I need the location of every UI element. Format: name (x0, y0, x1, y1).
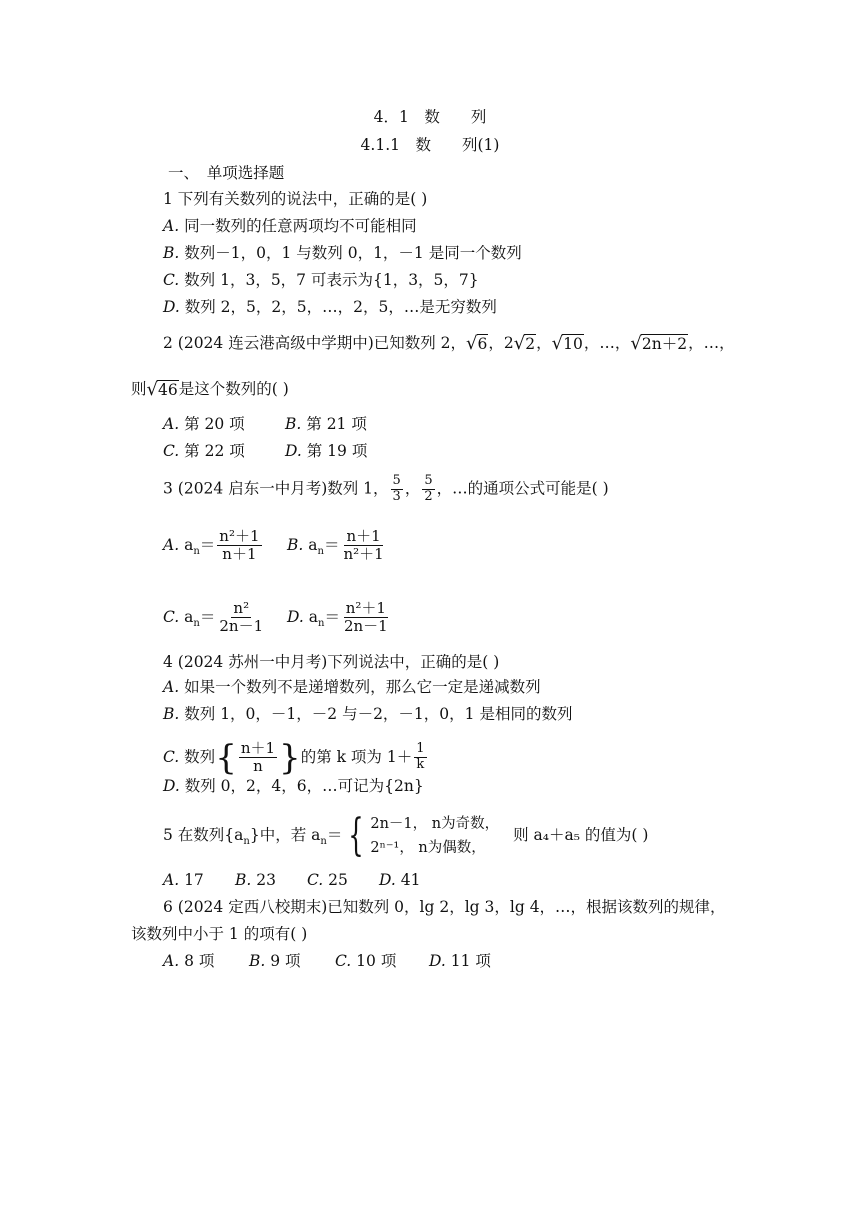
question-3-option-b: B. $a_n=$ $\frac{n+1}{\text{n²＋1}}$ (287, 527, 384, 564)
question-6-option-a: A. 8 项 (163, 952, 215, 970)
question-1-option-c (163, 269, 479, 291)
question-1-option-b (163, 242, 522, 264)
question-2-option-c: C. 第 22 项 (163, 442, 245, 460)
question-2-stem (163, 332, 735, 354)
question-3-option-c: C. $a_n=$ $\frac{\text{n²}}{2n-1}$ (163, 599, 264, 636)
question-2-options-row2 (163, 440, 367, 462)
stem-text: 2 (2024 连云港高级中学期中)已知数列 2， (163, 334, 467, 352)
question-6-stem-line2: 该数列中小于 1 的项有( ) (131, 925, 308, 943)
option-text: 数列 2，5，2，5，…，2，5，…是无穷数列 (184, 298, 497, 316)
question-5-option-b: B. 23 (235, 871, 276, 889)
question-5-options (163, 869, 420, 891)
option-text: 同一数列的任意两项均不可能相同 (184, 217, 417, 235)
sqrt-6: √ 6 (466, 333, 488, 354)
stem-text: ，…的通项公式可能是( ) (436, 479, 609, 498)
question-2-option-b: B. 第 21 项 (285, 415, 367, 433)
question-6-option-c: C. 10 项 (335, 952, 397, 970)
fraction-5-3: $\frac{5}{3}$ (392, 473, 401, 504)
question-5-option-d: D. 41 (379, 871, 421, 889)
stem-text: ，…， (583, 334, 631, 352)
question-4-stem: 4 (2024 苏州一中月考)下列说法中，正确的是( ) (163, 653, 500, 671)
question-4-option-d: D. 数列 0，2，4，6，…可记为{2n} (163, 777, 424, 795)
question-4-option-a: A. 如果一个数列不是递增数列，那么它一定是递减数列 (163, 678, 541, 696)
question-1-stem: 1 下列有关数列的说法中，正确的是( ) (163, 190, 428, 208)
question-6-stem: 6 (2024 定西八校期末)已知数列 0，lg 2，lg 3，lg 4，…，根据该数列的规律， (163, 898, 726, 916)
question-3-options-row2 (163, 600, 392, 636)
sqrt-10: √ 10 (551, 333, 583, 354)
question-3-stem: 3 (2024 启东一中月考)数列 1， $\frac{5}{3}$ ， $\frac{5}{2}$ ，…的通项公式可能是( ) (163, 473, 609, 504)
question-3-option-a: A. $a_n=$ $\frac{\text{n²＋1}}{n+1}$ (163, 527, 260, 564)
stem-text: 3 (2024 启东一中月考)数列 1， (163, 479, 389, 498)
stem-text: ， (536, 334, 552, 352)
section-heading: 一、 单项选择题 (168, 164, 285, 182)
question-1-option-d (163, 296, 497, 318)
option-letter: B. (163, 244, 180, 262)
question-5-option-c: C. 25 (307, 871, 348, 889)
piecewise-definition: { 2n－1， n为奇数， 2ⁿ⁻¹， n为偶数， (348, 810, 500, 861)
option-text: 数列 1，3，5，7 可表示为{1，3，5，7} (184, 271, 479, 289)
question-2-stem-line2 (131, 378, 289, 400)
option-letter: A. (163, 217, 180, 235)
page-subtitle: 4.1.1 数 列(1) (360, 136, 500, 154)
page-title: 4．1 数 列 (373, 108, 487, 126)
sqrt-2: √ 2 (513, 333, 536, 354)
question-3-option-d: D. $a_n=$ $\frac{\text{n²＋1}}{2n-1}$ (287, 599, 388, 636)
fraction-5-2: $\frac{5}{2}$ (424, 473, 433, 504)
stem-text: 则 (131, 380, 147, 398)
question-1-option-a (163, 215, 417, 237)
sqrt-46: √ 46 (146, 379, 178, 400)
question-6-options (163, 950, 491, 972)
stem-text: 是这个数列的( ) (178, 380, 289, 398)
sequence-braces: { $\frac{n+1}{n}$ } (215, 737, 301, 778)
question-4-option-b: B. 数列 1，0，－1，－2 与－2，－1，0，1 是相同的数列 (163, 705, 573, 723)
option-letter: D. (163, 298, 180, 316)
option-letter: C. (163, 271, 180, 289)
question-6-option-d: D. 11 项 (429, 952, 491, 970)
question-2-option-d: D. 第 19 项 (285, 442, 368, 460)
question-5-option-a: A. 17 (163, 871, 204, 889)
case-even: 2ⁿ⁻¹， n为偶数， (370, 840, 486, 856)
question-6-option-b: B. 9 项 (249, 952, 301, 970)
case-odd: 2n－1， n为奇数， (370, 816, 500, 832)
question-3-options-row1 (163, 528, 388, 564)
sqrt-2n-plus-2: √ 2n＋2 (630, 333, 688, 354)
question-2-options-row1 (163, 413, 367, 435)
stem-text: ，…， (688, 334, 735, 352)
stem-text: ，2 (488, 334, 514, 352)
option-text: 数列－1，0，1 与数列 0，1，－1 是同一个数列 (184, 244, 522, 262)
question-4-option-c: C. 数列 { $\frac{n+1}{n}$ } 的第 k 项为 1＋ $\frac{1}{k}$ (163, 737, 425, 778)
question-2-option-a: A. 第 20 项 (163, 415, 245, 433)
question-5-stem: 5 在数列$\{a_n\}$中，若 $a_n=$ { 2n－1， n为奇数， 2ⁿ⁻¹， n为偶数， 则 a₄＋a₅ 的值为( ) (163, 810, 649, 861)
